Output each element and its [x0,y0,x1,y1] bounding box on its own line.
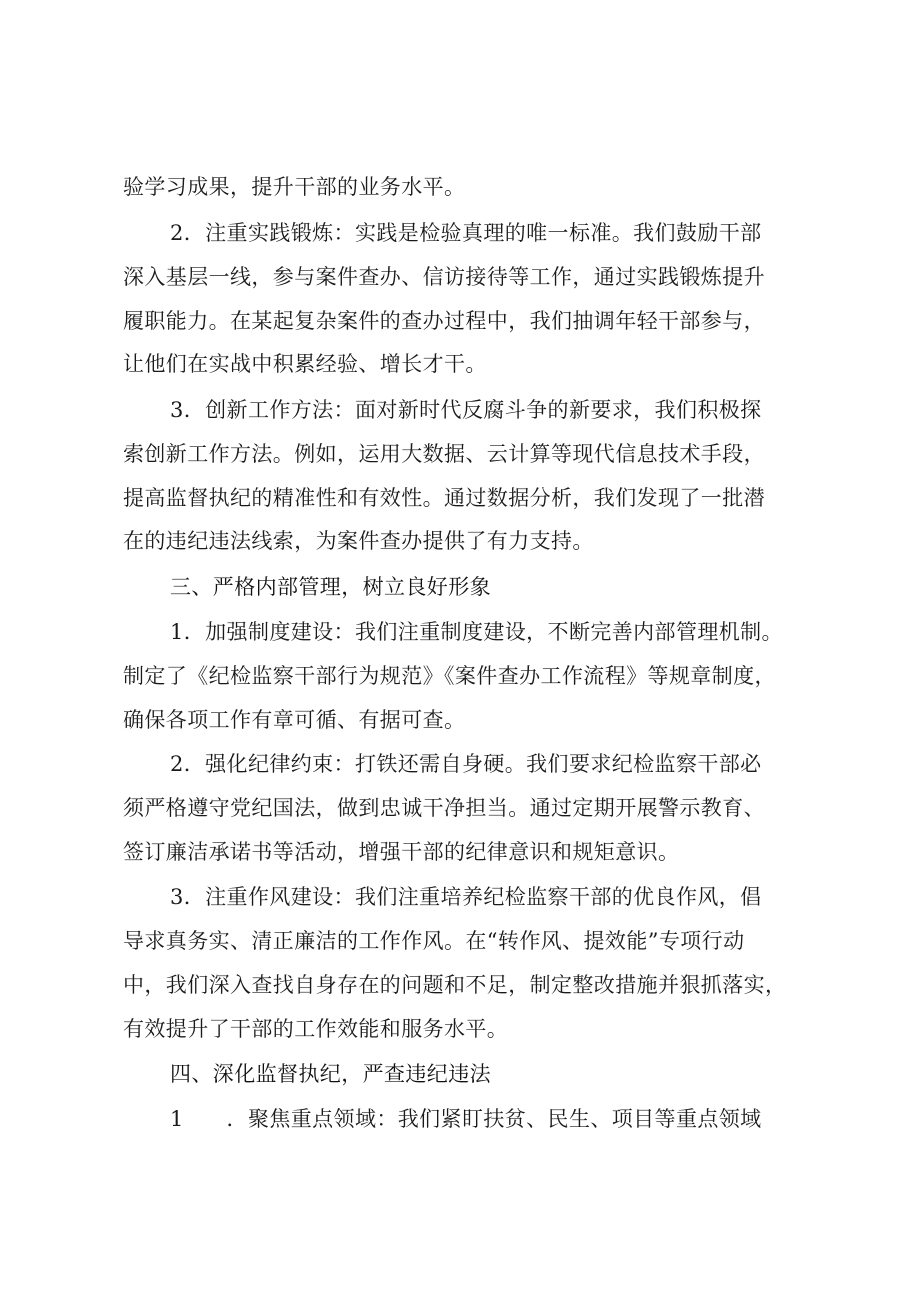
paragraph-line: 1 ．聚焦重点领域：我们紧盯扶贫、民生、项目等重点领域 [170,1107,762,1131]
paragraph-line: 验学习成果，提升干部的业务水平。 [123,175,466,199]
section-heading: 四、深化监督执纪，严查违纪违法 [170,1062,491,1086]
paragraph-line: 有效提升了干部的工作效能和服务水平。 [123,1017,509,1041]
paragraph-line: 履职能力。在某起复杂案件的查办过程中，我们抽调年轻干部参与， [123,309,765,333]
paragraph-line: 中，我们深入查找自身存在的问题和不足，制定整改措施并狠抓落实， [123,973,787,997]
paragraph-line: 2．注重实践锻炼：实践是检验真理的唯一标准。我们鼓励干部 [170,221,762,245]
paragraph-line: 1．加强制度建设：我们注重制度建设，不断完善内部管理机制。 [170,620,783,644]
section-heading: 三、严格内部管理，树立良好形象 [170,575,491,599]
paragraph-line: 导求真务实、清正廉洁的工作作风。在“转作风、提效能”专项行动 [123,929,745,953]
paragraph-line: 深入基层一线，参与案件查办、信访接待等工作，通过实践锻炼提升 [123,265,765,289]
paragraph-line: 在的违纪违法线索，为案件查办提供了有力支持。 [123,529,594,553]
paragraph-line: 提高监督执纪的精准性和有效性。通过数据分析，我们发现了一批潜 [123,486,765,510]
paragraph-line: 索创新工作方法。例如，运用大数据、云计算等现代信息技术手段， [123,442,765,466]
paragraph-line: 须严格遵守党纪国法，做到忠诚干净担当。通过定期开展警示教育、 [123,796,765,820]
paragraph-line: 3．创新工作方法：面对新时代反腐斗争的新要求，我们积极探 [170,398,762,422]
paragraph-line: 制定了《纪检监察干部行为规范》《案件查办工作流程》等规章制度， [123,664,776,688]
paragraph-line: 3．注重作风建设：我们注重培养纪检监察干部的优良作风，倡 [170,885,762,909]
paragraph-line: 签订廉洁承诺书等活动，增强干部的纪律意识和规矩意识。 [123,840,680,864]
paragraph-line: 确保各项工作有章可循、有据可查。 [123,708,466,732]
paragraph-line: 2．强化纪律约束：打铁还需自身硬。我们要求纪检监察干部必 [170,752,762,776]
paragraph-line: 让他们在实战中积累经验、增长才干。 [123,352,487,376]
